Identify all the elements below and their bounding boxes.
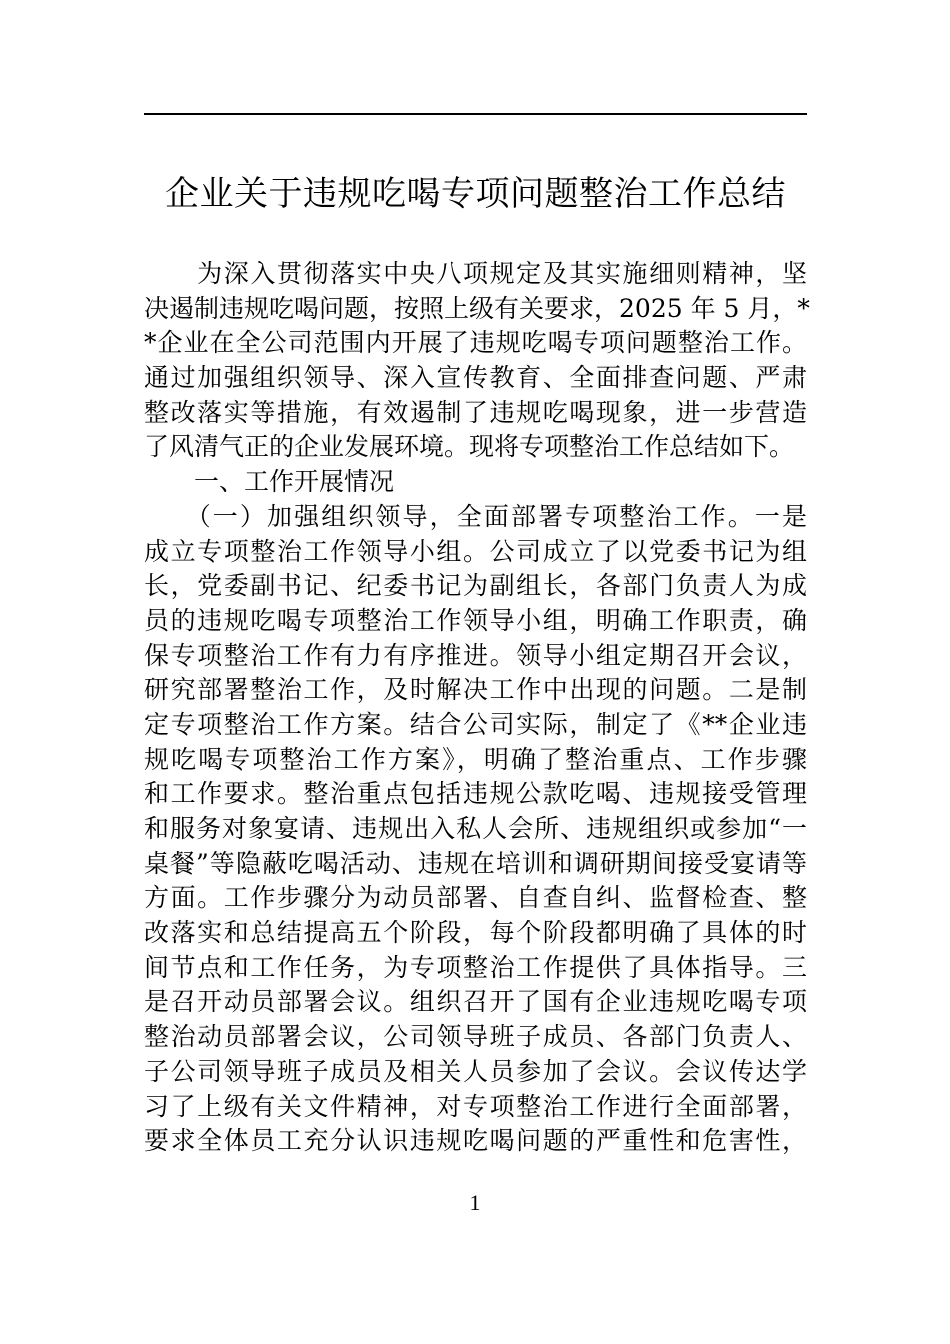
- body-line: 定专项整治工作方案。结合公司实际，制定了《**企业违: [144, 709, 807, 739]
- body-line: 保专项整治工作有力有序推进。领导小组定期召开会议，: [144, 640, 807, 670]
- body-line: 决遏制违规吃喝问题，按照上级有关要求，2025 年 5 月，*: [144, 293, 810, 323]
- header-rule: [144, 113, 807, 115]
- body-line: 整治动员部署会议，公司领导班子成员、各部门负责人、: [144, 1022, 807, 1052]
- body-line: 整改落实等措施，有效遏制了违规吃喝现象，进一步营造: [144, 397, 807, 427]
- body-line: 方面。工作步骤分为动员部署、自查自纠、监督检查、整: [144, 883, 807, 913]
- body-line: 成立专项整治工作领导小组。公司成立了以党委书记为组: [144, 536, 807, 566]
- document-title: 企业关于违规吃喝专项问题整治工作总结: [165, 174, 786, 214]
- body-line: 一、工作开展情况: [144, 467, 395, 497]
- body-line: 规吃喝专项整治工作方案》，明确了整治重点、工作步骤: [144, 744, 807, 774]
- body-line: 间节点和工作任务，为专项整治工作提供了具体指导。三: [144, 952, 807, 982]
- body-line: 为深入贯彻落实中央八项规定及其实施细则精神，坚: [144, 259, 807, 288]
- body-line: 和服务对象宴请、违规出入私人会所、违规组织或参加“一: [144, 814, 807, 843]
- document-body: [144, 257, 810, 1159]
- body-line: 长，党委副书记、纪委书记为副组长，各部门负责人为成: [144, 571, 807, 601]
- body-line: 员的违规吃喝专项整治工作领导小组，明确工作职责，确: [144, 605, 807, 635]
- body-line: （一）加强组织领导，全面部署专项整治工作。一是: [144, 501, 807, 531]
- body-line: 研究部署整治工作，及时解决工作中出现的问题。二是制: [144, 675, 807, 705]
- body-line: 通过加强组织领导、深入宣传教育、全面排查问题、严肃: [144, 363, 807, 393]
- body-line: 了风清气正的企业发展环境。现将专项整治工作总结如下。: [144, 432, 795, 462]
- body-line: 习了上级有关文件精神，对专项整治工作进行全面部署，: [144, 1091, 807, 1121]
- body-line: *企业在全公司范围内开展了违规吃喝专项问题整治工作。: [144, 328, 807, 358]
- body-line: 子公司领导班子成员及相关人员参加了会议。会议传达学: [144, 1056, 807, 1086]
- body-line: 是召开动员部署会议。组织召开了国有企业违规吃喝专项: [144, 987, 807, 1017]
- body-line: 要求全体员工充分认识违规吃喝问题的严重性和危害性，: [144, 1126, 807, 1156]
- body-line: 和工作要求。整治重点包括违规公款吃喝、违规接受管理: [144, 779, 807, 809]
- body-line: 桌餐”等隐蔽吃喝活动、违规在培训和调研期间接受宴请等: [144, 848, 807, 878]
- page-number: 1: [469, 1190, 481, 1215]
- body-line: 改落实和总结提高五个阶段，每个阶段都明确了具体的时: [144, 918, 807, 948]
